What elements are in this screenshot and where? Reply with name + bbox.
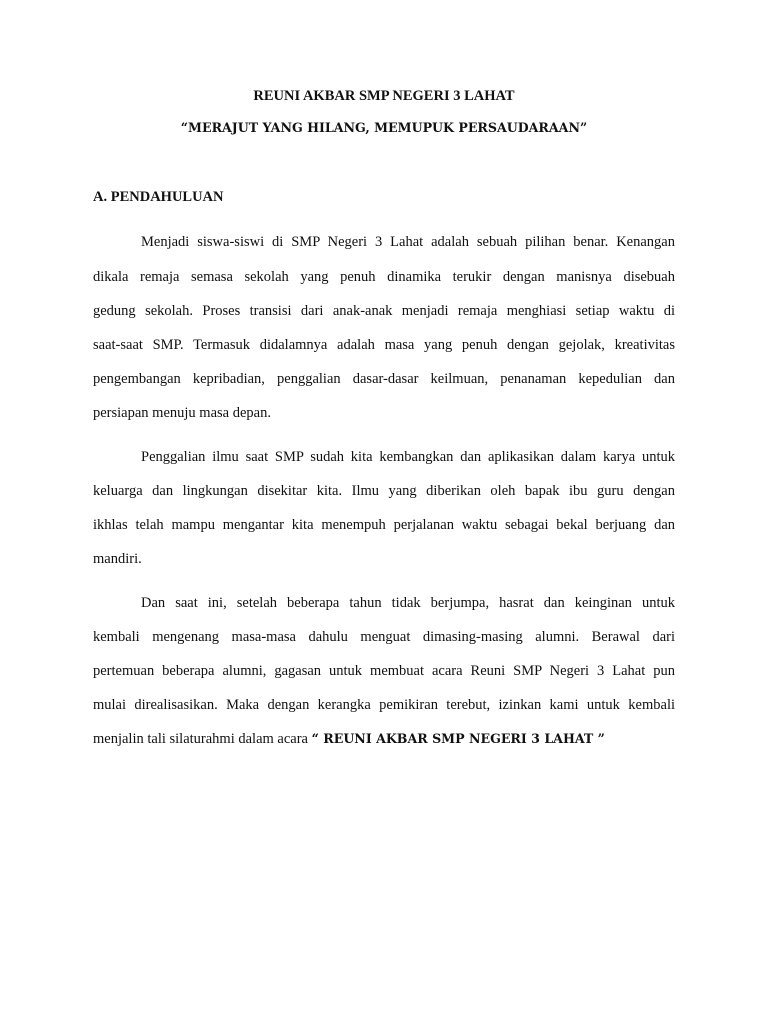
paragraph-1-line-6: persiapan menuju masa depan. xyxy=(93,405,271,421)
paragraph-3-closing-line xyxy=(93,730,675,748)
document-subtitle: “MERAJUT YANG HILANG, MEMUPUK PERSAUDARAAN” xyxy=(180,120,588,135)
paragraph-1-line-2: dikala remaja semasa sekolah yang penuh dinamika terukir dengan manisnya disebuah xyxy=(93,269,675,285)
closing-event-name: “ REUNI AKBAR SMP NEGERI 3 LAHAT ” xyxy=(311,731,605,746)
paragraph-1-line-5: pengembangan kepribadian, penggalian dasar-dasar keilmuan, penanaman kepedulian dan xyxy=(93,371,675,387)
paragraph-1-line-4: saat-saat SMP. Termasuk didalamnya adalah masa yang penuh dengan gejolak, kreativitas xyxy=(93,337,675,353)
paragraph-2-line-2: keluarga dan lingkungan disekitar kita. Ilmu yang diberikan oleh bapak ibu guru dengan xyxy=(93,483,675,499)
paragraph-3-line-1: Dan saat ini, setelah beberapa tahun tidak berjumpa, hasrat dan keinginan untuk xyxy=(141,595,675,611)
paragraph-3-line-4: mulai direalisasikan. Maka dengan kerangka pemikiran terebut, izinkan kami untuk kembali xyxy=(93,697,675,713)
paragraph-1-line-1: Menjadi siswa-siswi di SMP Negeri 3 Lahat adalah sebuah pilihan benar. Kenangan xyxy=(141,234,675,250)
paragraph-3-line-2: kembali mengenang masa-masa dahulu menguat dimasing-masing alumni. Berawal dari xyxy=(93,629,675,645)
paragraph-2-line-3: ikhlas telah mampu mengantar kita menempuh perjalanan waktu sebagai bekal berjuang dan xyxy=(93,517,675,533)
closing-prefix: menjalin tali silaturahmi dalam acara xyxy=(93,731,312,747)
document-title: REUNI AKBAR SMP NEGERI 3 LAHAT xyxy=(253,88,515,104)
section-heading: A. PENDAHULUAN xyxy=(93,189,224,205)
paragraph-3-line-3: pertemuan beberapa alumni, gagasan untuk membuat acara Reuni SMP Negeri 3 Lahat pun xyxy=(93,663,675,679)
paragraph-2-line-1: Penggalian ilmu saat SMP sudah kita kembangkan dan aplikasikan dalam karya untuk xyxy=(141,449,675,465)
paragraph-1-line-3: gedung sekolah. Proses transisi dari anak-anak menjadi remaja menghiasi setiap waktu di xyxy=(93,303,675,319)
paragraph-2-line-4: mandiri. xyxy=(93,551,142,567)
